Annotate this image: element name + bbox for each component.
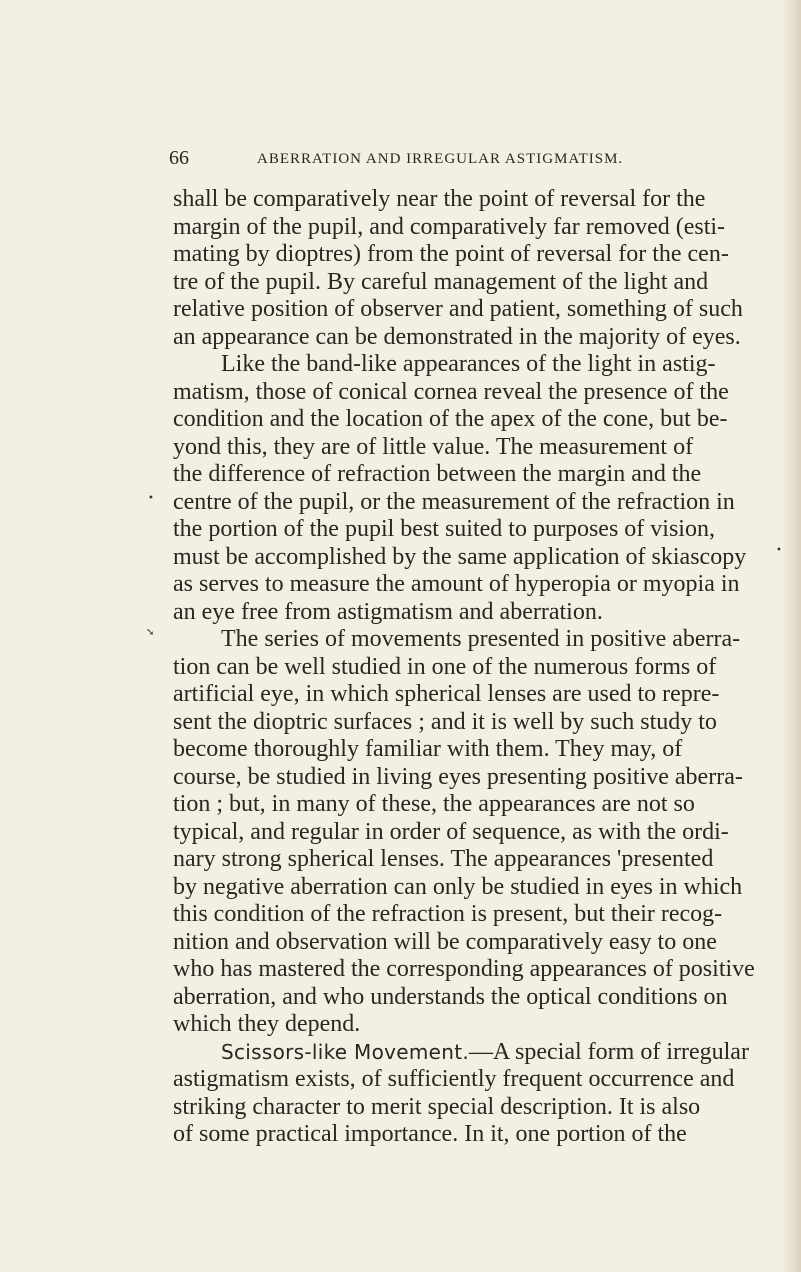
text-line: relative position of observer and patient, something of such <box>173 296 743 322</box>
text-line: tre of the pupil. By careful management of the light and <box>173 268 709 295</box>
body-text <box>173 186 755 1149</box>
text-line: tion ; but, in many of these, the appearances are not so <box>173 791 695 817</box>
text-line: nary strong spherical lenses. The appearances 'presented <box>173 846 714 872</box>
text-line: an appearance can be demonstrated in the majority of eyes. <box>173 323 741 350</box>
text-line: condition and the location of the apex of the cone, but be- <box>173 406 728 432</box>
text-line: this condition of the refraction is present, but their recog- <box>173 901 723 927</box>
text-line: course, be studied in living eyes presenting positive aberra- <box>173 763 743 790</box>
page-header <box>169 148 729 172</box>
text-line: astigmatism exists, of sufficiently frequent occurrence and <box>173 1066 735 1092</box>
text-line: aberration, and who understands the optical conditions on <box>173 983 728 1010</box>
text-line: Like the band-like appearances of the light in astig- <box>221 351 716 377</box>
text-line: the portion of the pupil best suited to purposes of vision, <box>173 516 715 542</box>
text-line: margin of the pupil, and comparatively far removed (esti- <box>173 213 726 240</box>
text-line: an eye free from astigmatism and aberration. <box>173 598 603 625</box>
text-line: the difference of refraction between the margin and the <box>173 461 702 487</box>
section-first-line-text: —A special form of irregular <box>469 1038 749 1065</box>
text-line: tion can be well studied in one of the numerous forms of <box>173 653 717 680</box>
text-line: by negative aberration can only be studied in eyes in which <box>173 873 743 900</box>
text-line: nition and observation will be comparatively easy to one <box>173 928 717 955</box>
page-edge-shadow <box>783 0 801 1272</box>
text-line: become thoroughly familiar with them. They may, of <box>173 736 683 762</box>
margin-dot: • <box>776 545 782 556</box>
text-line: as serves to measure the amount of hyperopia or myopia in <box>173 571 740 597</box>
text-line: yond this, they are of little value. The measurement of <box>173 433 694 460</box>
page-number: 66 <box>169 147 189 169</box>
text-line: artificial eye, in which spherical lenses are used to repre- <box>173 681 720 707</box>
section-first-line <box>173 1038 749 1067</box>
text-line: of some practical importance. In it, one portion of the <box>173 1121 687 1147</box>
margin-dot: • <box>148 493 154 504</box>
text-line: centre of the pupil, or the measurement of the refraction in <box>173 488 735 515</box>
text-line: mating by dioptres) from the point of reversal for the cen- <box>173 241 729 267</box>
text-line: must be accomplished by the same application of skiascopy <box>173 543 747 570</box>
section-heading: Scissors-like Movement. <box>221 1039 470 1064</box>
text-line: matism, those of conical cornea reveal the presence of the <box>173 378 729 405</box>
text-line: The series of movements presented in positive aberra- <box>221 626 741 652</box>
running-head: ABERRATION AND IRREGULAR ASTIGMATISM. <box>257 151 624 167</box>
text-line: striking character to merit special description. It is also <box>173 1093 701 1120</box>
text-line: shall be comparatively near the point of reversal for the <box>173 186 706 212</box>
text-line: typical, and regular in order of sequence, as with the ordi- <box>173 818 729 845</box>
margin-arrow-mark: ➘ <box>146 627 155 638</box>
text-line: which they depend. <box>173 1011 361 1037</box>
text-line: sent the dioptric surfaces ; and it is well by such study to <box>173 708 717 735</box>
text-line: who has mastered the corresponding appearances of positive <box>173 956 755 982</box>
